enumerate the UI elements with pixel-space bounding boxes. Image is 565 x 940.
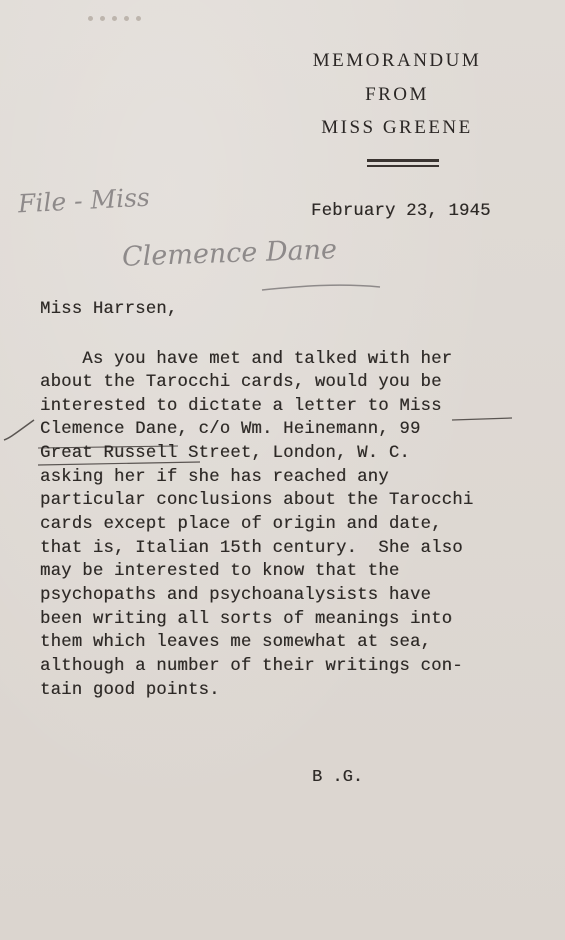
memo-header-line-1: MEMORANDUM (312, 50, 482, 71)
body-line: interested to dictate a letter to Miss (40, 397, 442, 416)
memo-date: February 23, 1945 (311, 202, 491, 221)
body-line: tain good points. (40, 681, 220, 700)
body-line: that is, Italian 15th century. She also (40, 539, 463, 558)
body-line: Great Russell Street, London, W. C. (40, 444, 410, 463)
body-line: although a number of their writings con- (40, 657, 463, 676)
memo-header-line-2: FROM (365, 84, 429, 105)
body-line: asking her if she has reached any (40, 468, 389, 487)
memo-header-line-3: MISS GREENE (321, 117, 473, 138)
body-line: psychopaths and psychoanalysists have (40, 586, 432, 605)
body-line: been writing all sorts of meanings into (40, 610, 453, 629)
body-line: Clemence Dane, c/o Wm. Heinemann, 99 (40, 420, 421, 439)
body-line: cards except place of origin and date, (40, 515, 442, 534)
body-line: about the Tarocchi cards, would you be (40, 373, 442, 392)
body-line: may be interested to know that the (40, 562, 400, 581)
handwritten-note-line-1: File - Miss (17, 182, 151, 219)
handwritten-note-line-2: Clemence Dane (121, 234, 338, 273)
signature-initials: B .G. (312, 768, 364, 787)
body-line: As you have met and talked with her (40, 350, 453, 369)
body-line: them which leaves me somewhat at sea, (40, 633, 432, 652)
salutation: Miss Harrsen, (40, 300, 178, 319)
body-line: particular conclusions about the Tarocchi (40, 491, 474, 510)
